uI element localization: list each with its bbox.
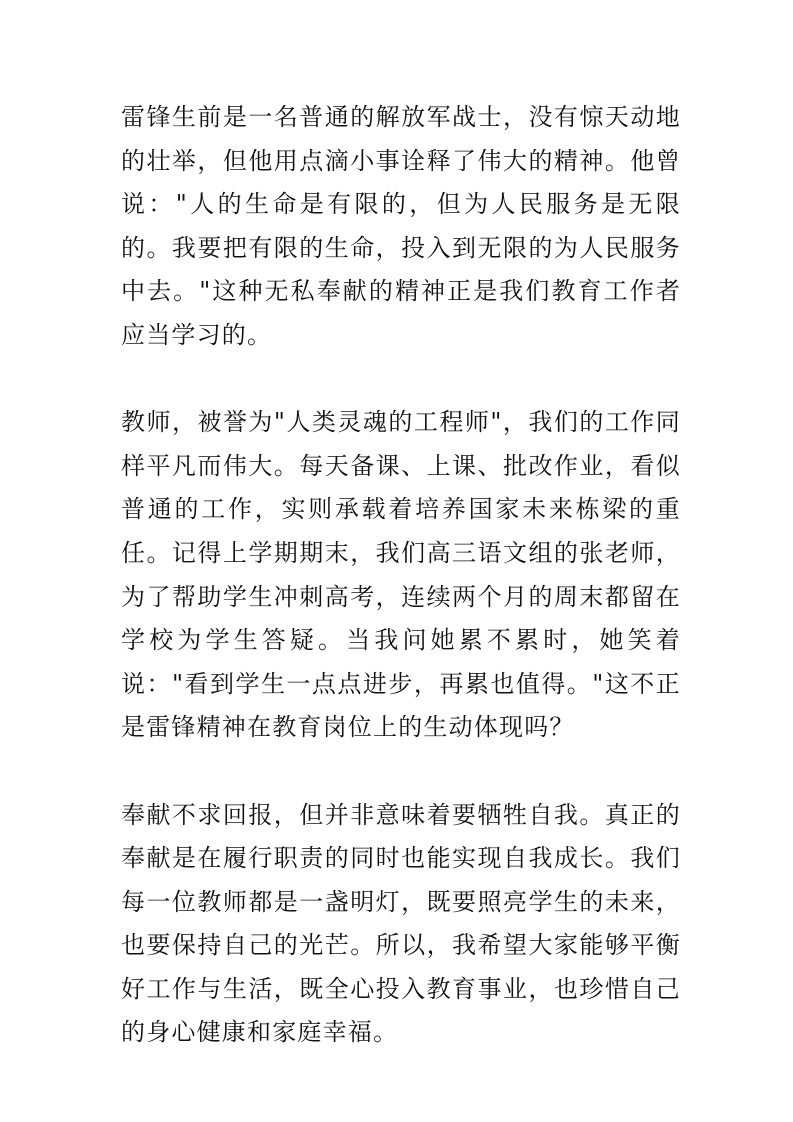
paragraph-2: 教师，被誉为"人类灵魂的工程师"，我们的工作同样平凡而伟大。每天备课、上课、批改作业，看似普通的工作，实则承载着培养国家未来栋梁的重任。记得上学期期末，我们高三语文组的张老师，为了帮助学生冲刺高考，连续两个月的周末都留在学校为学生答疑。当我问她累不累时，她笑着说："看到学生一点点进步，再累也值得。"这不正是雷锋精神在教育岗位上的生动体现吗？ bbox=[121, 408, 681, 742]
paragraph-3: 奉献不求回报，但并非意味着要牺牲自我。真正的奉献是在履行职责的同时也能实现自我成长。我们每一位教师都是一盏明灯，既要照亮学生的未来，也要保持自己的光芒。所以，我希望大家能够平衡好工作与生活，既全心投入教育事业，也珍惜自己的身心健康和家庭幸福。 bbox=[121, 800, 681, 1047]
document-body bbox=[121, 96, 681, 1055]
paragraph-1: 雷锋生前是一名普通的解放军战士，没有惊天动地的壮举，但他用点滴小事诠释了伟大的精神。他曾说："人的生命是有限的，但为人民服务是无限的。我要把有限的生命，投入到无限的为人民服务中去。"这种无私奉献的精神正是我们教育工作者应当学习的。 bbox=[121, 103, 681, 349]
